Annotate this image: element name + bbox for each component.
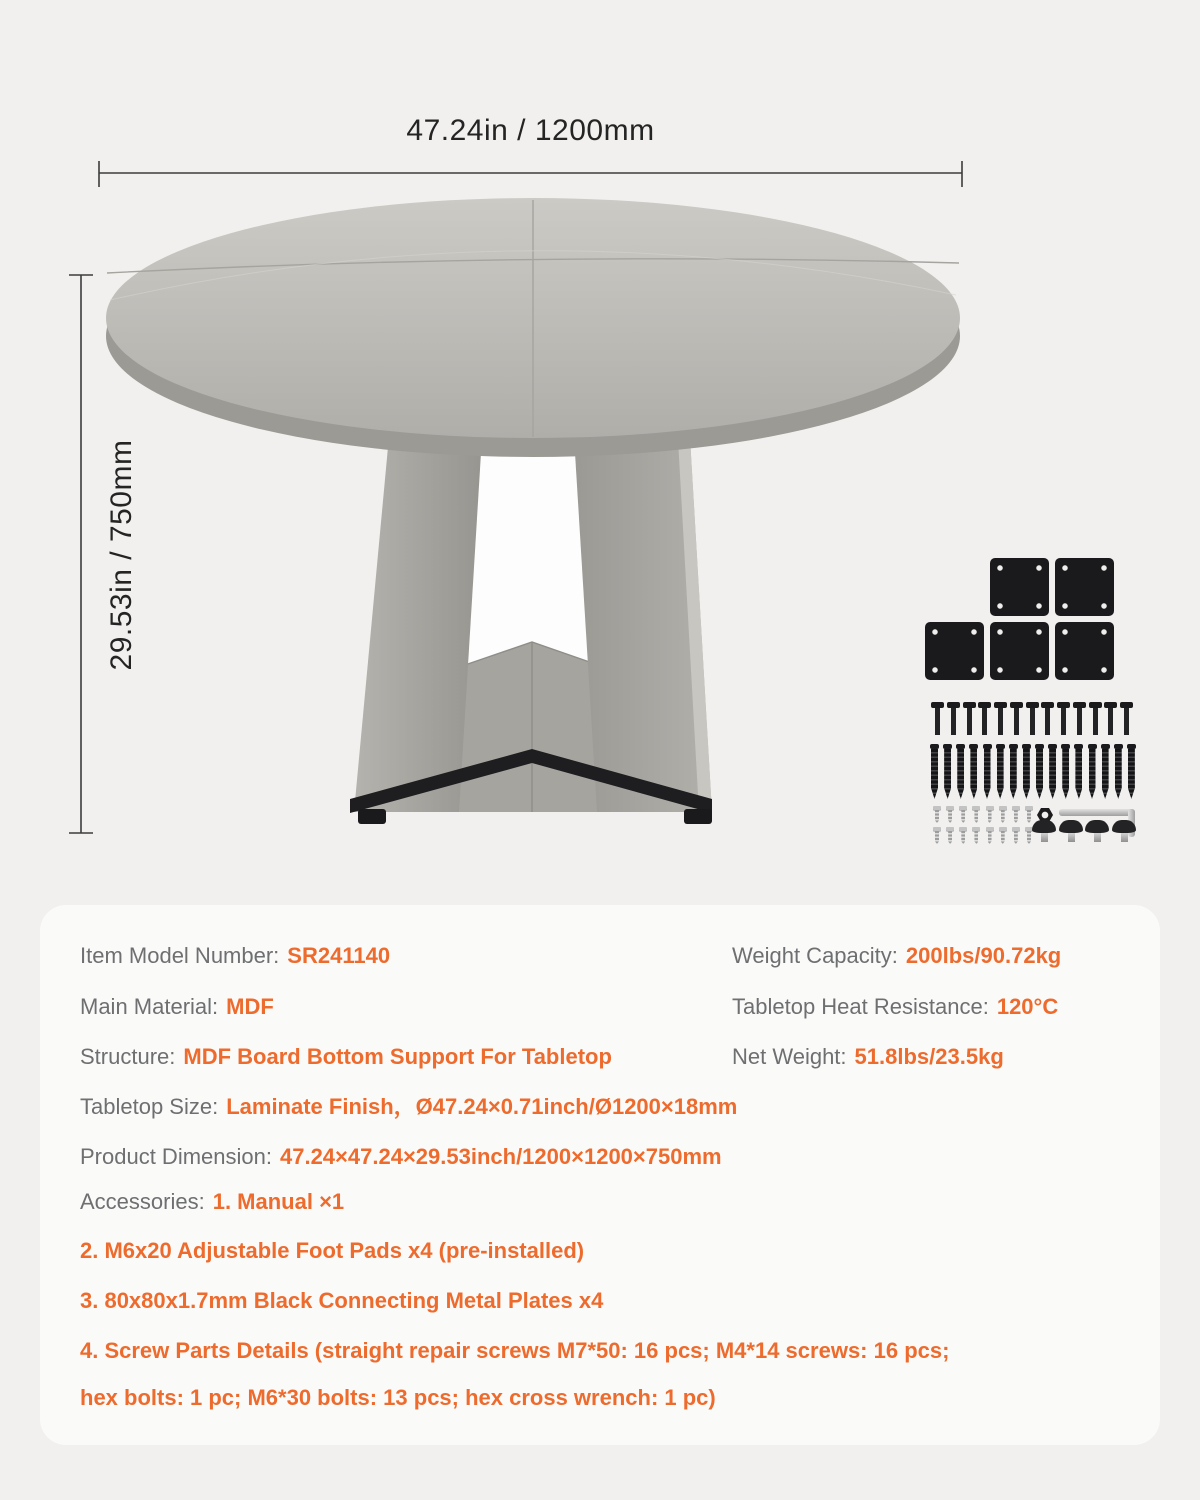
m6x30-bolt bbox=[978, 702, 991, 736]
m6x30-bolt bbox=[1089, 702, 1102, 736]
m4x14-screw bbox=[959, 806, 967, 824]
spec-accessories bbox=[80, 1189, 344, 1215]
m4x14-screw bbox=[1012, 806, 1020, 824]
m7x50-repair-screw bbox=[1022, 744, 1031, 800]
adjustable-foot-left bbox=[358, 809, 386, 824]
repair-screws-row bbox=[930, 744, 1136, 800]
height-dimension-label: 29.53in / 750mm bbox=[105, 439, 138, 671]
m6x30-bolt bbox=[994, 702, 1007, 736]
spec-value: MDF Board Bottom Support For Tabletop bbox=[183, 1044, 612, 1069]
m7x50-repair-screw bbox=[1127, 744, 1136, 800]
spec-value: 120°C bbox=[996, 994, 1059, 1019]
spec-main-material bbox=[80, 994, 274, 1020]
width-dimension-line bbox=[99, 161, 962, 187]
m4x14-screw bbox=[999, 827, 1007, 845]
m7x50-repair-screw bbox=[956, 744, 965, 800]
small-screws-row-1 bbox=[933, 806, 1033, 824]
m6x30-bolt bbox=[1120, 702, 1133, 736]
spec-value: 51.8lbs/23.5kg bbox=[854, 1044, 1004, 1069]
m6x30-bolt bbox=[1010, 702, 1023, 736]
hardware-kit bbox=[925, 550, 1137, 850]
m7x50-repair-screw bbox=[1061, 744, 1070, 800]
spec-value: 200lbs/90.72kg bbox=[905, 943, 1062, 968]
width-dimension-label: 47.24in / 1200mm bbox=[406, 114, 655, 147]
connecting-metal-plate bbox=[990, 558, 1049, 616]
height-dimension-line bbox=[69, 275, 93, 833]
connecting-metal-plate bbox=[1055, 558, 1114, 616]
m7x50-repair-screw bbox=[1009, 744, 1018, 800]
connecting-metal-plate bbox=[1055, 622, 1114, 680]
m4x14-screw bbox=[933, 806, 941, 824]
spec-label: Structure: bbox=[80, 1044, 176, 1069]
spec-label: Tabletop Heat Resistance: bbox=[732, 994, 989, 1019]
spec-label: Item Model Number: bbox=[80, 943, 280, 968]
spec-value: Laminate Finish，Ø47.24×0.71inch/Ø1200×18mm bbox=[226, 1094, 738, 1119]
m4x14-screw bbox=[972, 827, 980, 845]
m7x50-repair-screw bbox=[943, 744, 952, 800]
accessory-line-foot-pads: 2. M6x20 Adjustable Foot Pads x4 (pre-installed) bbox=[80, 1238, 585, 1263]
m7x50-repair-screw bbox=[1114, 744, 1123, 800]
m4x14-screw bbox=[933, 827, 941, 845]
m6x30-bolt bbox=[1041, 702, 1054, 736]
foot-pads-row bbox=[1032, 820, 1136, 844]
m7x50-repair-screw bbox=[1074, 744, 1083, 800]
spec-card bbox=[40, 905, 1160, 1445]
m7x50-repair-screw bbox=[996, 744, 1005, 800]
adjustable-foot-pad bbox=[1085, 820, 1109, 844]
spec-structure bbox=[80, 1044, 612, 1070]
spec-heat-resistance bbox=[732, 994, 1058, 1020]
metal-plates-row-bottom bbox=[925, 622, 1114, 680]
adjustable-foot-right bbox=[684, 809, 712, 824]
connecting-metal-plate bbox=[925, 622, 984, 680]
spec-label: Product Dimension: bbox=[80, 1144, 272, 1169]
m7x50-repair-screw bbox=[983, 744, 992, 800]
adjustable-foot-pad bbox=[1032, 820, 1056, 844]
metal-plates-row-top bbox=[990, 558, 1114, 616]
bolts-row bbox=[931, 702, 1133, 736]
spec-net-weight bbox=[732, 1044, 1004, 1070]
spec-label: Net Weight: bbox=[732, 1044, 847, 1069]
accessory-line-screw-parts-cont: hex bolts: 1 pc; M6*30 bolts: 13 pcs; hex cross wrench: 1 pc) bbox=[80, 1385, 716, 1410]
adjustable-foot-pad bbox=[1112, 820, 1136, 844]
m4x14-screw bbox=[946, 827, 954, 845]
m7x50-repair-screw bbox=[969, 744, 978, 800]
m6x30-bolt bbox=[947, 702, 960, 736]
small-screws-row-2 bbox=[933, 827, 1033, 845]
spec-label: Accessories: bbox=[80, 1189, 205, 1214]
spec-value: 47.24×47.24×29.53inch/1200×1200×750mm bbox=[279, 1144, 722, 1169]
spec-label: Main Material: bbox=[80, 994, 219, 1019]
m4x14-screw bbox=[959, 827, 967, 845]
m6x30-bolt bbox=[1104, 702, 1117, 736]
spec-value: SR241140 bbox=[287, 943, 391, 968]
m6x30-bolt bbox=[963, 702, 976, 736]
m4x14-screw bbox=[986, 827, 994, 845]
spec-weight-capacity bbox=[732, 943, 1061, 969]
m7x50-repair-screw bbox=[1088, 744, 1097, 800]
spec-value: 1. Manual ×1 bbox=[212, 1189, 345, 1214]
connecting-metal-plate bbox=[990, 622, 1049, 680]
m4x14-screw bbox=[972, 806, 980, 824]
m4x14-screw bbox=[999, 806, 1007, 824]
m4x14-screw bbox=[1012, 827, 1020, 845]
spec-label: Tabletop Size: bbox=[80, 1094, 219, 1119]
m7x50-repair-screw bbox=[1048, 744, 1057, 800]
m6x30-bolt bbox=[1057, 702, 1070, 736]
spec-item-model-number bbox=[80, 943, 390, 969]
accessory-line-metal-plates: 3. 80x80x1.7mm Black Connecting Metal Plates x4 bbox=[80, 1288, 604, 1313]
m6x30-bolt bbox=[931, 702, 944, 736]
spec-value: MDF bbox=[226, 994, 274, 1019]
m7x50-repair-screw bbox=[1101, 744, 1110, 800]
spec-product-dimension bbox=[80, 1144, 722, 1170]
m7x50-repair-screw bbox=[930, 744, 939, 800]
m4x14-screw bbox=[986, 806, 994, 824]
spec-tabletop-size bbox=[80, 1094, 737, 1120]
m7x50-repair-screw bbox=[1035, 744, 1044, 800]
adjustable-foot-pad bbox=[1059, 820, 1083, 844]
m6x30-bolt bbox=[1026, 702, 1039, 736]
spec-label: Weight Capacity: bbox=[732, 943, 898, 968]
m6x30-bolt bbox=[1073, 702, 1086, 736]
accessory-line-screw-parts: 4. Screw Parts Details (straight repair screws M7*50: 16 pcs; M4*14 screws: 16 pcs; bbox=[80, 1338, 950, 1363]
m4x14-screw bbox=[946, 806, 954, 824]
